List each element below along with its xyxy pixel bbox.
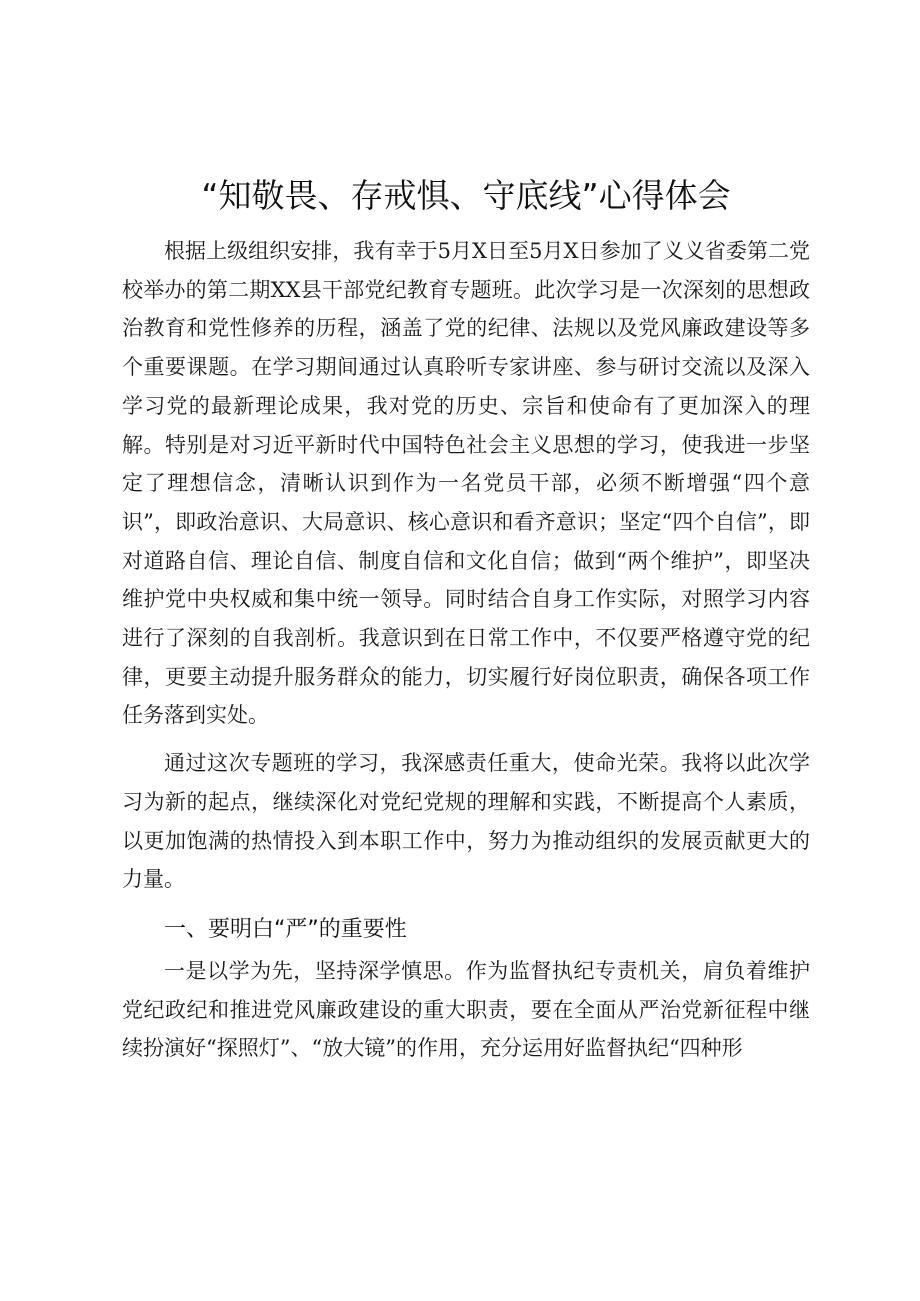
document-title: “知敬畏、存戒惧、守底线”心得体会 bbox=[201, 176, 731, 215]
paragraph-intro: 根据上级组织安排，我有幸于5月X日至5月X日参加了义义省委第二党校举办的第二期XX县干部党纪教育专题班。此次学习是一次深刻的思想政治教育和党性修养的历程，涵盖了党的纪律、法规以及党风廉政建设等多个重要课题。在学习期间通过认真聆听专家讲座、参与研讨交流以及深入学习党的最新理论成果，我对党的历史、宗旨和使命有了更加深入的理解。特别是对习近平新时代中国特色社会主义思想的学习，使我进一步坚定了理想信念，清晰认识到作为一名党员干部，必须不断增强“四个意识”，即政治意识、大局意识、核心意识和看齐意识；坚定“四个自信”，即对道路自信、理论自信、制度自信和文化自信；做到“两个维护”，即坚决维护党中央权威和集中统一领导。同时结合自身工作实际，对照学习内容进行了深刻的自我剖析。我意识到在日常工作中，不仅要严格遵守党的纪律，更要主动提升服务群众的能力，切实履行好岗位职责，确保各项工作任务落到实处。 bbox=[122, 239, 810, 728]
document-body bbox=[122, 168, 810, 1068]
section-heading: 一、要明白“严”的重要性 bbox=[164, 916, 407, 942]
paragraph-conclusion: 通过这次专题班的学习，我深感责任重大，使命光荣。我将以此次学习为新的起点，继续深化对党纪党规的理解和实践，不断提高个人素质，以更加饱满的热情投入到本职工作中，努力为推动组织的发展贡献更大的力量。 bbox=[122, 751, 810, 892]
section-paragraph: 一是以学为先，坚持深学慎思。作为监督执纪专责机关，肩负着维护党纪政纪和推进党风廉政建设的重大职责，要在全面从严治党新征程中继续扮演好“探照灯”、“放大镜”的作用，充分运用好监督执纪“四种形 bbox=[122, 958, 810, 1061]
